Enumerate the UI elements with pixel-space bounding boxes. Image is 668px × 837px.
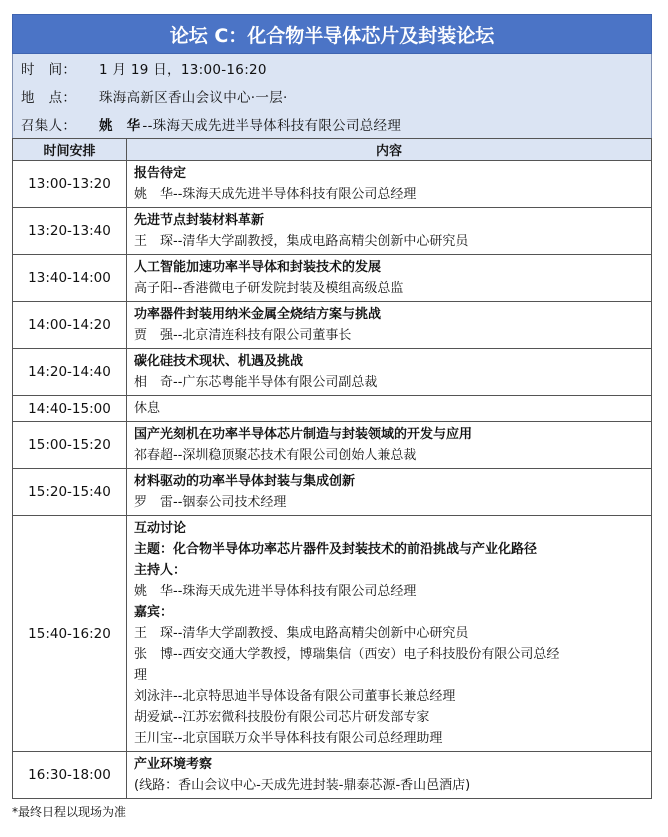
agenda-content bbox=[127, 516, 652, 752]
agenda-row bbox=[13, 422, 652, 469]
info-time-key: 时 间： bbox=[21, 62, 77, 78]
forum-info bbox=[12, 54, 652, 138]
agenda-topic: 材料驱动的功率半导体封装与集成创新 bbox=[134, 474, 356, 489]
agenda-speaker: 罗 雷--铟泰公司技术经理 bbox=[134, 495, 287, 510]
agenda-time: 13:40-14:00 bbox=[13, 255, 127, 302]
agenda-topic: 产业环境考察 bbox=[134, 757, 213, 772]
info-place-key: 地 点： bbox=[21, 90, 77, 106]
agenda-row bbox=[13, 161, 652, 208]
agenda-topic: 嘉宾： bbox=[134, 605, 174, 620]
agenda-topic: 报告待定 bbox=[134, 166, 187, 181]
info-time-row bbox=[13, 54, 651, 82]
agenda-table bbox=[12, 138, 652, 799]
agenda-row bbox=[13, 469, 652, 516]
agenda-time: 13:20-13:40 bbox=[13, 208, 127, 255]
agenda-row bbox=[13, 396, 652, 422]
agenda-topic: 互动讨论 bbox=[134, 521, 187, 536]
info-convener-row bbox=[13, 110, 651, 138]
agenda-header-row bbox=[13, 139, 652, 161]
agenda-time: 13:00-13:20 bbox=[13, 161, 127, 208]
agenda-speaker: 姚 华--珠海天成先进半导体科技有限公司总经理 bbox=[134, 584, 417, 599]
agenda-content bbox=[127, 422, 652, 469]
info-convener-name: 姚 华 bbox=[99, 118, 141, 134]
agenda-time: 15:20-15:40 bbox=[13, 469, 127, 516]
agenda-time: 14:20-14:40 bbox=[13, 349, 127, 396]
agenda-content bbox=[127, 349, 652, 396]
agenda-topic: 先进节点封装材料革新 bbox=[134, 213, 265, 228]
agenda-time: 14:00-14:20 bbox=[13, 302, 127, 349]
agenda-time: 14:40-15:00 bbox=[13, 396, 127, 422]
agenda-time: 15:00-15:20 bbox=[13, 422, 127, 469]
agenda-speaker: 祁春超--深圳稳顶聚芯技术有限公司创始人兼总裁 bbox=[134, 448, 417, 463]
agenda-sheet bbox=[12, 14, 652, 799]
agenda-speaker: 理 bbox=[134, 668, 148, 683]
agenda-content bbox=[127, 208, 652, 255]
agenda-content bbox=[127, 255, 652, 302]
agenda-speaker: 姚 华--珠海天成先进半导体科技有限公司总经理 bbox=[134, 187, 417, 202]
agenda-content bbox=[127, 396, 652, 422]
agenda-row bbox=[13, 208, 652, 255]
agenda-speaker: (线路：香山会议中心-天成先进封装-鼎泰芯源-香山邑酒店) bbox=[134, 778, 471, 793]
agenda-content bbox=[127, 752, 652, 799]
agenda-content bbox=[127, 469, 652, 516]
agenda-body bbox=[13, 161, 652, 799]
agenda-time: 15:40-16:20 bbox=[13, 516, 127, 752]
agenda-topic: 主题：化合物半导体功率芯片器件及封装技术的前沿挑战与产业化路径 bbox=[134, 542, 538, 557]
header-content: 内容 bbox=[127, 139, 652, 161]
agenda-row bbox=[13, 349, 652, 396]
agenda-speaker: 王 琛--清华大学副教授、集成电路高精尖创新中心研究员 bbox=[134, 626, 469, 641]
agenda-topic: 碳化硅技术现状、机遇及挑战 bbox=[134, 354, 304, 369]
footnote: *最终日程以现场为准 bbox=[12, 805, 127, 819]
agenda-content bbox=[127, 302, 652, 349]
agenda-row bbox=[13, 752, 652, 799]
header-time: 时间安排 bbox=[13, 139, 127, 161]
info-convener-key: 召集人： bbox=[21, 118, 77, 134]
agenda-speaker: 休息 bbox=[134, 401, 161, 416]
agenda-row bbox=[13, 516, 652, 752]
forum-title: 论坛 C：化合物半导体芯片及封装论坛 bbox=[12, 14, 652, 54]
agenda-topic: 人工智能加速功率半导体和封装技术的发展 bbox=[134, 260, 382, 275]
info-time-value: 1 月 19 日，13:00-16:20 bbox=[99, 62, 267, 78]
agenda-topic: 主持人： bbox=[134, 563, 187, 578]
agenda-speaker: 胡爱斌--江苏宏微科技股份有限公司芯片研发部专家 bbox=[134, 710, 430, 725]
agenda-row bbox=[13, 255, 652, 302]
agenda-row bbox=[13, 302, 652, 349]
agenda-speaker: 王 琛--清华大学副教授，集成电路高精尖创新中心研究员 bbox=[134, 234, 469, 249]
agenda-speaker: 王川宝--北京国联万众半导体科技有限公司总经理助理 bbox=[134, 731, 443, 746]
agenda-speaker: 贾 强--北京清连科技有限公司董事长 bbox=[134, 328, 352, 343]
agenda-topic: 国产光刻机在功率半导体芯片制造与封装领域的开发与应用 bbox=[134, 427, 473, 442]
agenda-time: 16:30-18:00 bbox=[13, 752, 127, 799]
agenda-topic: 功率器件封装用纳米金属全烧结方案与挑战 bbox=[134, 307, 382, 322]
info-place-row bbox=[13, 82, 651, 110]
info-place-value: 珠海高新区香山会议中心·一层· bbox=[99, 90, 288, 106]
agenda-speaker: 相 奇--广东芯粤能半导体有限公司副总裁 bbox=[134, 375, 378, 390]
agenda-speaker: 刘泳沣--北京特思迪半导体设备有限公司董事长兼总经理 bbox=[134, 689, 456, 704]
agenda-content bbox=[127, 161, 652, 208]
info-convener-title: --珠海天成先进半导体科技有限公司总经理 bbox=[142, 118, 402, 134]
agenda-speaker: 高子阳--香港微电子研发院封装及模组高级总监 bbox=[134, 281, 404, 296]
agenda-speaker: 张 博--西安交通大学教授，博瑞集信（西安）电子科技股份有限公司总经 bbox=[134, 647, 560, 662]
